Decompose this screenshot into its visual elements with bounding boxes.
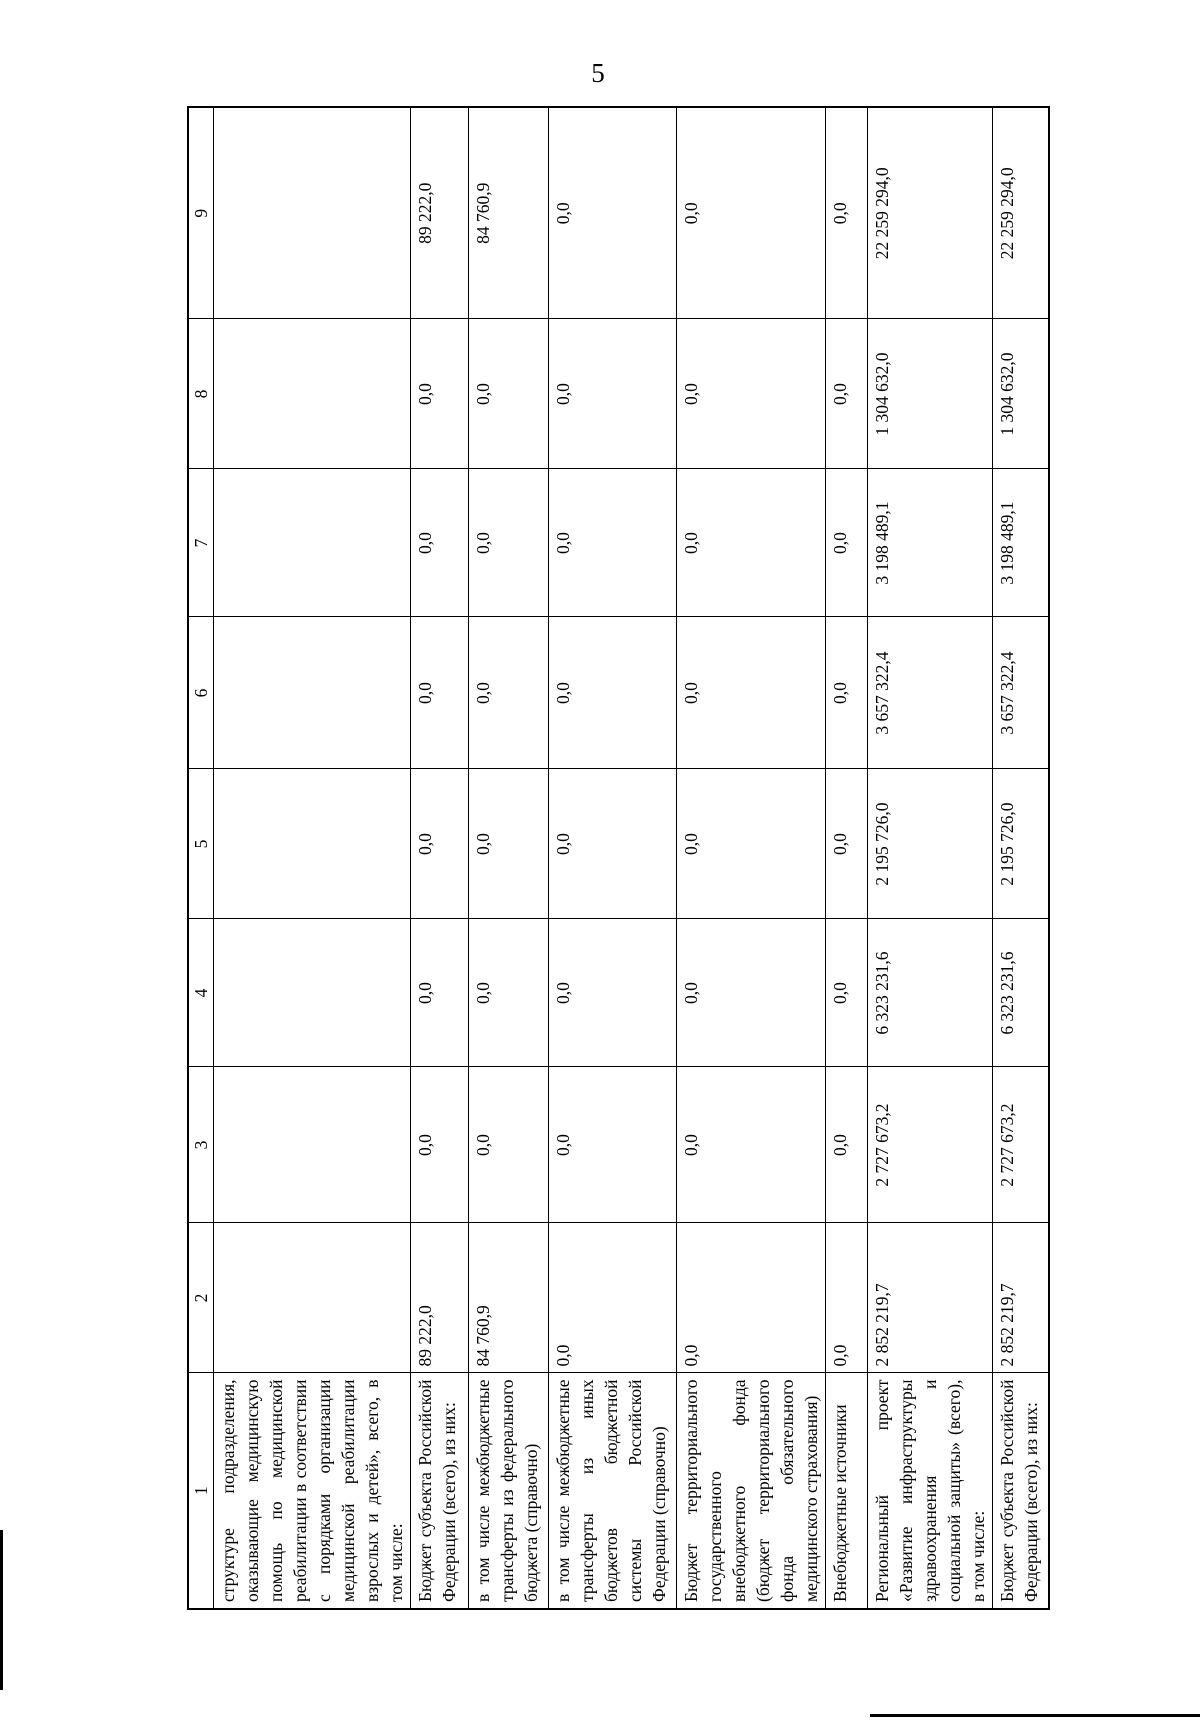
table-cell: 0,0 bbox=[549, 617, 677, 769]
table-header-row bbox=[188, 107, 214, 1609]
table-cell: 3 657 322,4 bbox=[993, 617, 1049, 769]
column-header: 5 bbox=[188, 769, 214, 919]
table-cell: 0,0 bbox=[469, 769, 549, 919]
table-cell: 3 657 322,4 bbox=[868, 617, 993, 769]
table-cell bbox=[214, 617, 411, 769]
table-cell: 0,0 bbox=[826, 1223, 868, 1373]
table-cell: 0,0 bbox=[469, 617, 549, 769]
scan-edge-mark bbox=[870, 1714, 1200, 1717]
table-cell: 84 760,9 bbox=[469, 1223, 549, 1373]
table-cell: 22 259 294,0 bbox=[993, 107, 1049, 319]
row-label: структуре подразделения, оказывающие медицинскую помощь по медицинской реабилитации в соответствии с порядками организации медицинской реабилитации взрослых и детей», всего, в том числе: bbox=[214, 1373, 411, 1609]
table-row bbox=[993, 107, 1049, 1609]
row-label: в том числе межбюджетные трансферты из иных бюджетов бюджетной системы Российской Федерации (справочно) bbox=[549, 1373, 677, 1609]
table-cell bbox=[214, 469, 411, 617]
table-cell: 2 195 726,0 bbox=[868, 769, 993, 919]
table-cell: 1 304 632,0 bbox=[868, 319, 993, 469]
table-cell: 0,0 bbox=[411, 769, 469, 919]
table-cell: 0,0 bbox=[549, 1223, 677, 1373]
scan-edge-mark bbox=[0, 1530, 3, 1690]
table-cell: 0,0 bbox=[411, 919, 469, 1067]
table-cell: 0,0 bbox=[411, 1067, 469, 1223]
table-cell: 0,0 bbox=[826, 469, 868, 617]
table-cell: 2 852 219,7 bbox=[993, 1223, 1049, 1373]
table-cell: 0,0 bbox=[549, 769, 677, 919]
column-header: 4 bbox=[188, 919, 214, 1067]
table-cell bbox=[214, 107, 411, 319]
table-cell: 0,0 bbox=[549, 919, 677, 1067]
column-header: 2 bbox=[188, 1223, 214, 1373]
table-row bbox=[411, 107, 469, 1609]
table-row bbox=[214, 107, 411, 1609]
table-cell: 6 323 231,6 bbox=[993, 919, 1049, 1067]
column-header: 9 bbox=[188, 107, 214, 319]
table-cell: 0,0 bbox=[549, 107, 677, 319]
column-header: 8 bbox=[188, 319, 214, 469]
table-cell: 3 198 489,1 bbox=[868, 469, 993, 617]
table-cell bbox=[214, 919, 411, 1067]
table-cell: 2 852 219,7 bbox=[868, 1223, 993, 1373]
table-cell: 0,0 bbox=[469, 319, 549, 469]
table-row bbox=[826, 107, 868, 1609]
table-cell: 0,0 bbox=[411, 617, 469, 769]
table-cell: 0,0 bbox=[411, 469, 469, 617]
table-cell: 6 323 231,6 bbox=[868, 919, 993, 1067]
table-cell: 0,0 bbox=[677, 919, 826, 1067]
budget-table bbox=[187, 106, 1050, 1610]
page-number: 5 bbox=[591, 58, 605, 88]
table-cell: 0,0 bbox=[677, 1223, 826, 1373]
table-cell bbox=[214, 1223, 411, 1373]
table-cell bbox=[214, 1067, 411, 1223]
table-cell: 0,0 bbox=[677, 769, 826, 919]
table-row bbox=[868, 107, 993, 1609]
table-cell: 0,0 bbox=[677, 617, 826, 769]
table-cell: 0,0 bbox=[677, 107, 826, 319]
column-header: 6 bbox=[188, 617, 214, 769]
table-cell: 0,0 bbox=[677, 319, 826, 469]
table-cell: 0,0 bbox=[677, 469, 826, 617]
table-cell: 0,0 bbox=[469, 1067, 549, 1223]
table-cell: 0,0 bbox=[469, 919, 549, 1067]
table-cell: 2 195 726,0 bbox=[993, 769, 1049, 919]
row-label: Внебюджетные источники bbox=[826, 1373, 868, 1609]
table-cell: 3 198 489,1 bbox=[993, 469, 1049, 617]
table-row bbox=[677, 107, 826, 1609]
row-label: Бюджет субъекта Российской Федерации (всего), из них: bbox=[411, 1373, 469, 1609]
column-header: 1 bbox=[188, 1373, 214, 1609]
table-row bbox=[469, 107, 549, 1609]
table-cell: 0,0 bbox=[549, 469, 677, 617]
table-cell bbox=[214, 319, 411, 469]
table-cell: 0,0 bbox=[826, 319, 868, 469]
table-cell: 22 259 294,0 bbox=[868, 107, 993, 319]
table-cell: 0,0 bbox=[549, 1067, 677, 1223]
table-row bbox=[549, 107, 677, 1609]
table-cell: 0,0 bbox=[826, 769, 868, 919]
row-label: Региональный проект «Развитие инфраструктуры здравоохранения и социальной защиты» (всего), в том числе: bbox=[868, 1373, 993, 1609]
budget-table-rotated-frame bbox=[187, 108, 1045, 1610]
row-label: в том числе межбюджетные трансферты из федерального бюджета (справочно) bbox=[469, 1373, 549, 1609]
table-cell: 0,0 bbox=[549, 319, 677, 469]
table-cell: 84 760,9 bbox=[469, 107, 549, 319]
row-label: Бюджет субъекта Российской Федерации (всего), из них: bbox=[993, 1373, 1049, 1609]
table-cell: 1 304 632,0 bbox=[993, 319, 1049, 469]
table-cell bbox=[214, 769, 411, 919]
table-cell: 0,0 bbox=[411, 319, 469, 469]
table-cell: 89 222,0 bbox=[411, 107, 469, 319]
table-cell: 0,0 bbox=[469, 469, 549, 617]
table-cell: 0,0 bbox=[826, 919, 868, 1067]
table-cell: 89 222,0 bbox=[411, 1223, 469, 1373]
table-cell: 0,0 bbox=[826, 1067, 868, 1223]
column-header: 3 bbox=[188, 1067, 214, 1223]
table-cell: 0,0 bbox=[826, 107, 868, 319]
row-label: Бюджет территориального государственного внебюджетного фонда (бюджет территориального фонда обязательного медицинского страхования) bbox=[677, 1373, 826, 1609]
column-header: 7 bbox=[188, 469, 214, 617]
table-cell: 2 727 673,2 bbox=[993, 1067, 1049, 1223]
table-cell: 0,0 bbox=[826, 617, 868, 769]
table-cell: 0,0 bbox=[677, 1067, 826, 1223]
table-cell: 2 727 673,2 bbox=[868, 1067, 993, 1223]
